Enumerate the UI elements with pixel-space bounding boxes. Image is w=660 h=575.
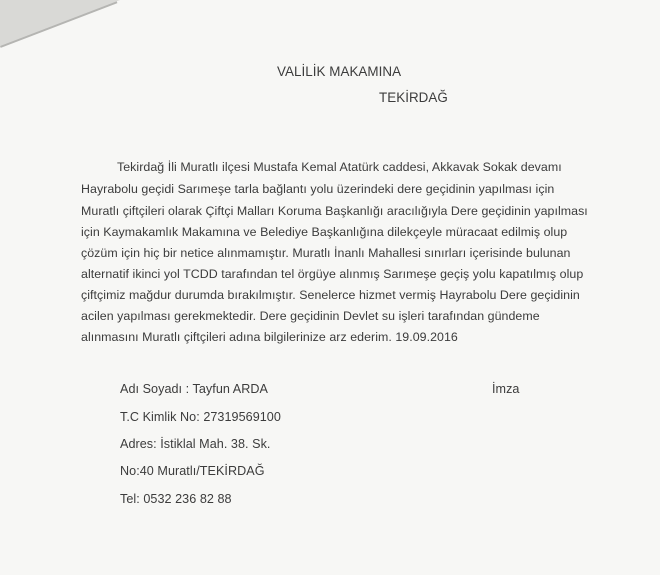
body-line: Muratlı çiftçileri olarak Çiftçi Malları Koruma Başkanlığı aracılığıyla Dere geçidinin yapılması: [81, 204, 588, 218]
body-line: çiftçimiz mağdur durumda bırakılmıştır. Senelerce hizmet vermiş Hayrabolu Dere geçidinin: [81, 288, 580, 302]
sender-phone: Tel: 0532 236 82 88: [120, 492, 232, 506]
sender-address-line2: No:40 Muratlı/TEKİRDAĞ: [120, 464, 265, 478]
body-line: için Kaymakamlık Makamına ve Belediye Başkanlığına dilekçeyle müracaat edilmiş olup: [81, 225, 568, 239]
recipient-city: TEKİRDAĞ: [379, 90, 448, 105]
body-line: Tekirdağ İli Muratlı ilçesi Mustafa Kemal Atatürk caddesi, Akkavak Sokak devamı: [117, 160, 562, 174]
body-line: alternatif ikinci yol TCDD tarafından tel örgüye alınmış Sarımeşe geçiş yolu kapatılmış olup: [81, 267, 584, 281]
sender-address-line1: Adres: İstiklal Mah. 38. Sk.: [120, 437, 271, 451]
sender-id-number: T.C Kimlik No: 27319569100: [120, 410, 281, 424]
body-line: acilen yapılması gerekmektedir. Dere geçidinin Devlet su işleri tarafından gündeme: [81, 309, 540, 323]
body-line: alınmasını Muratlı çiftçileri adına bilgilerinize arz ederim. 19.09.2016: [81, 330, 458, 344]
sender-name: Adı Soyadı : Tayfun ARDA: [120, 382, 268, 396]
body-line: Hayrabolu geçidi Sarımeşe tarla bağlantı yolu üzerindeki dere geçidinin yapılması için: [81, 182, 555, 196]
recipient-title: VALİLİK MAKAMINA: [277, 64, 402, 79]
body-line: çözüm için hiç bir netice alınmamıştır. Muratlı İnanlı Mahallesi sınırları içerisinde bulunan: [81, 246, 571, 260]
signature-label: İmza: [492, 382, 520, 396]
